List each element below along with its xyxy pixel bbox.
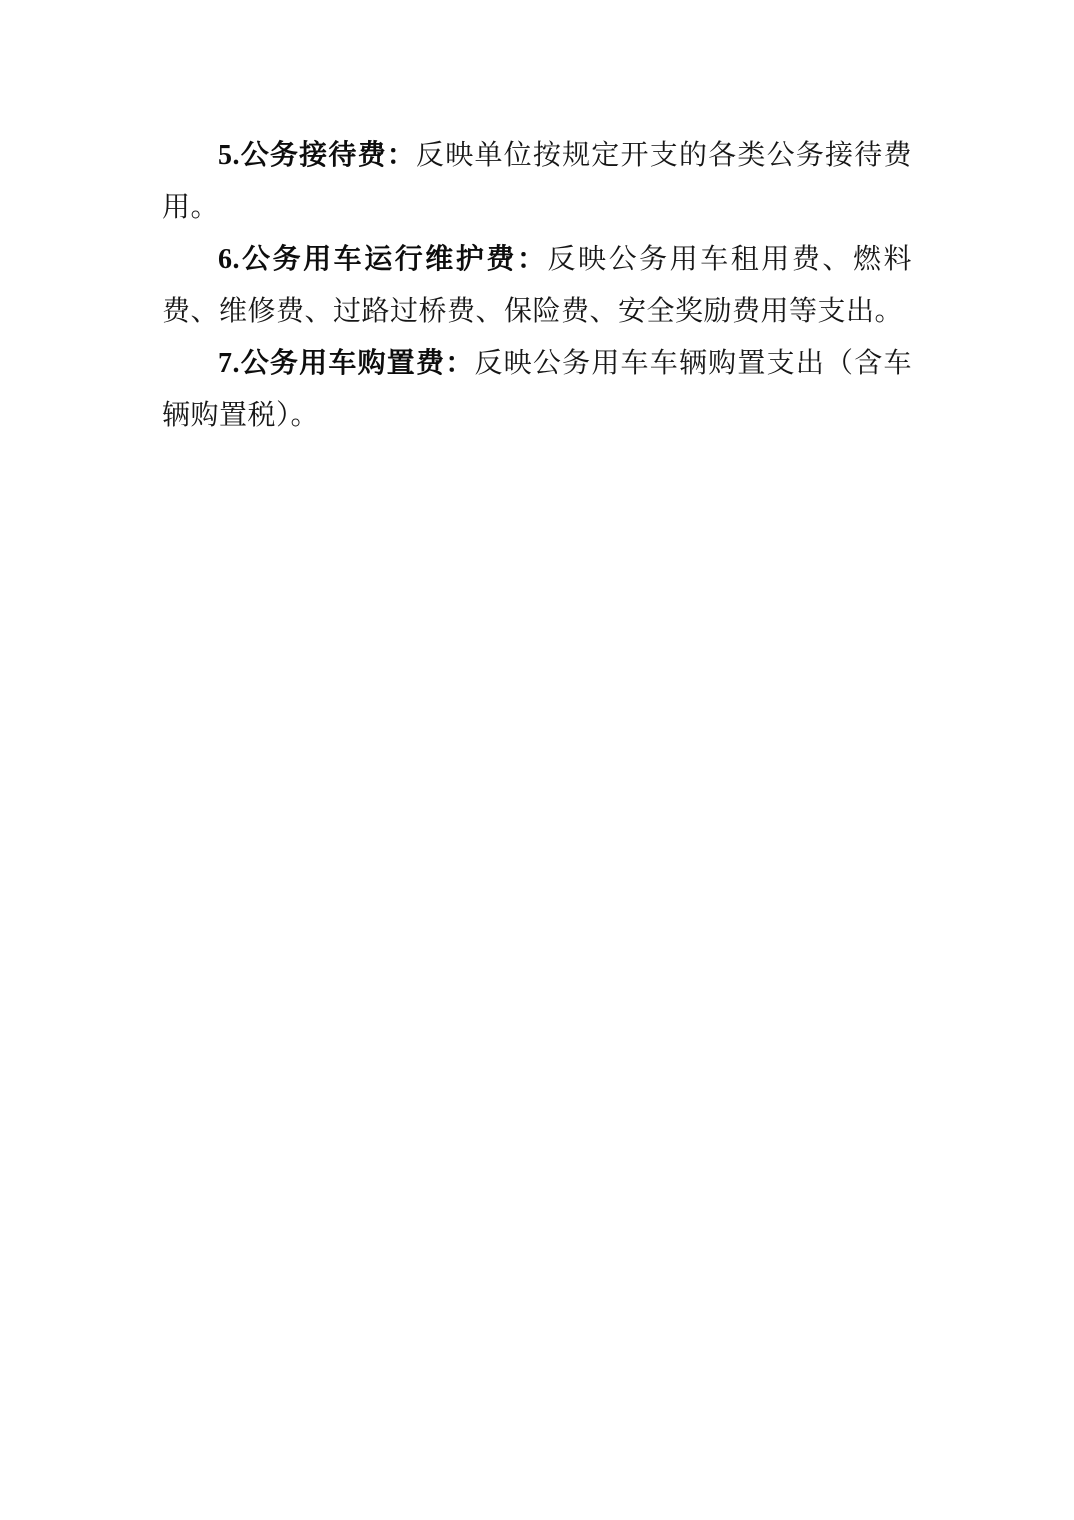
paragraph-6-body: 反映公务用车租用费、燃料费、维修费、过路过桥费、保险费、安全奖励费用等支出。 bbox=[162, 244, 912, 327]
paragraph-item-5 bbox=[162, 130, 912, 234]
paragraph-5-body: 反映单位按规定开支的各类公务接待费用。 bbox=[162, 140, 912, 223]
text-block bbox=[162, 130, 912, 442]
paragraph-7-heading: 7.公务用车购置费： bbox=[218, 348, 475, 379]
paragraph-item-6 bbox=[162, 234, 912, 338]
paragraph-7-body: 反映公务用车车辆购置支出（含车辆购置税）。 bbox=[162, 348, 912, 431]
paragraph-item-7 bbox=[162, 338, 912, 442]
paragraph-6-heading: 6.公务用车运行维护费： bbox=[218, 244, 548, 275]
paragraph-5-heading: 5.公务接待费： bbox=[218, 140, 417, 171]
